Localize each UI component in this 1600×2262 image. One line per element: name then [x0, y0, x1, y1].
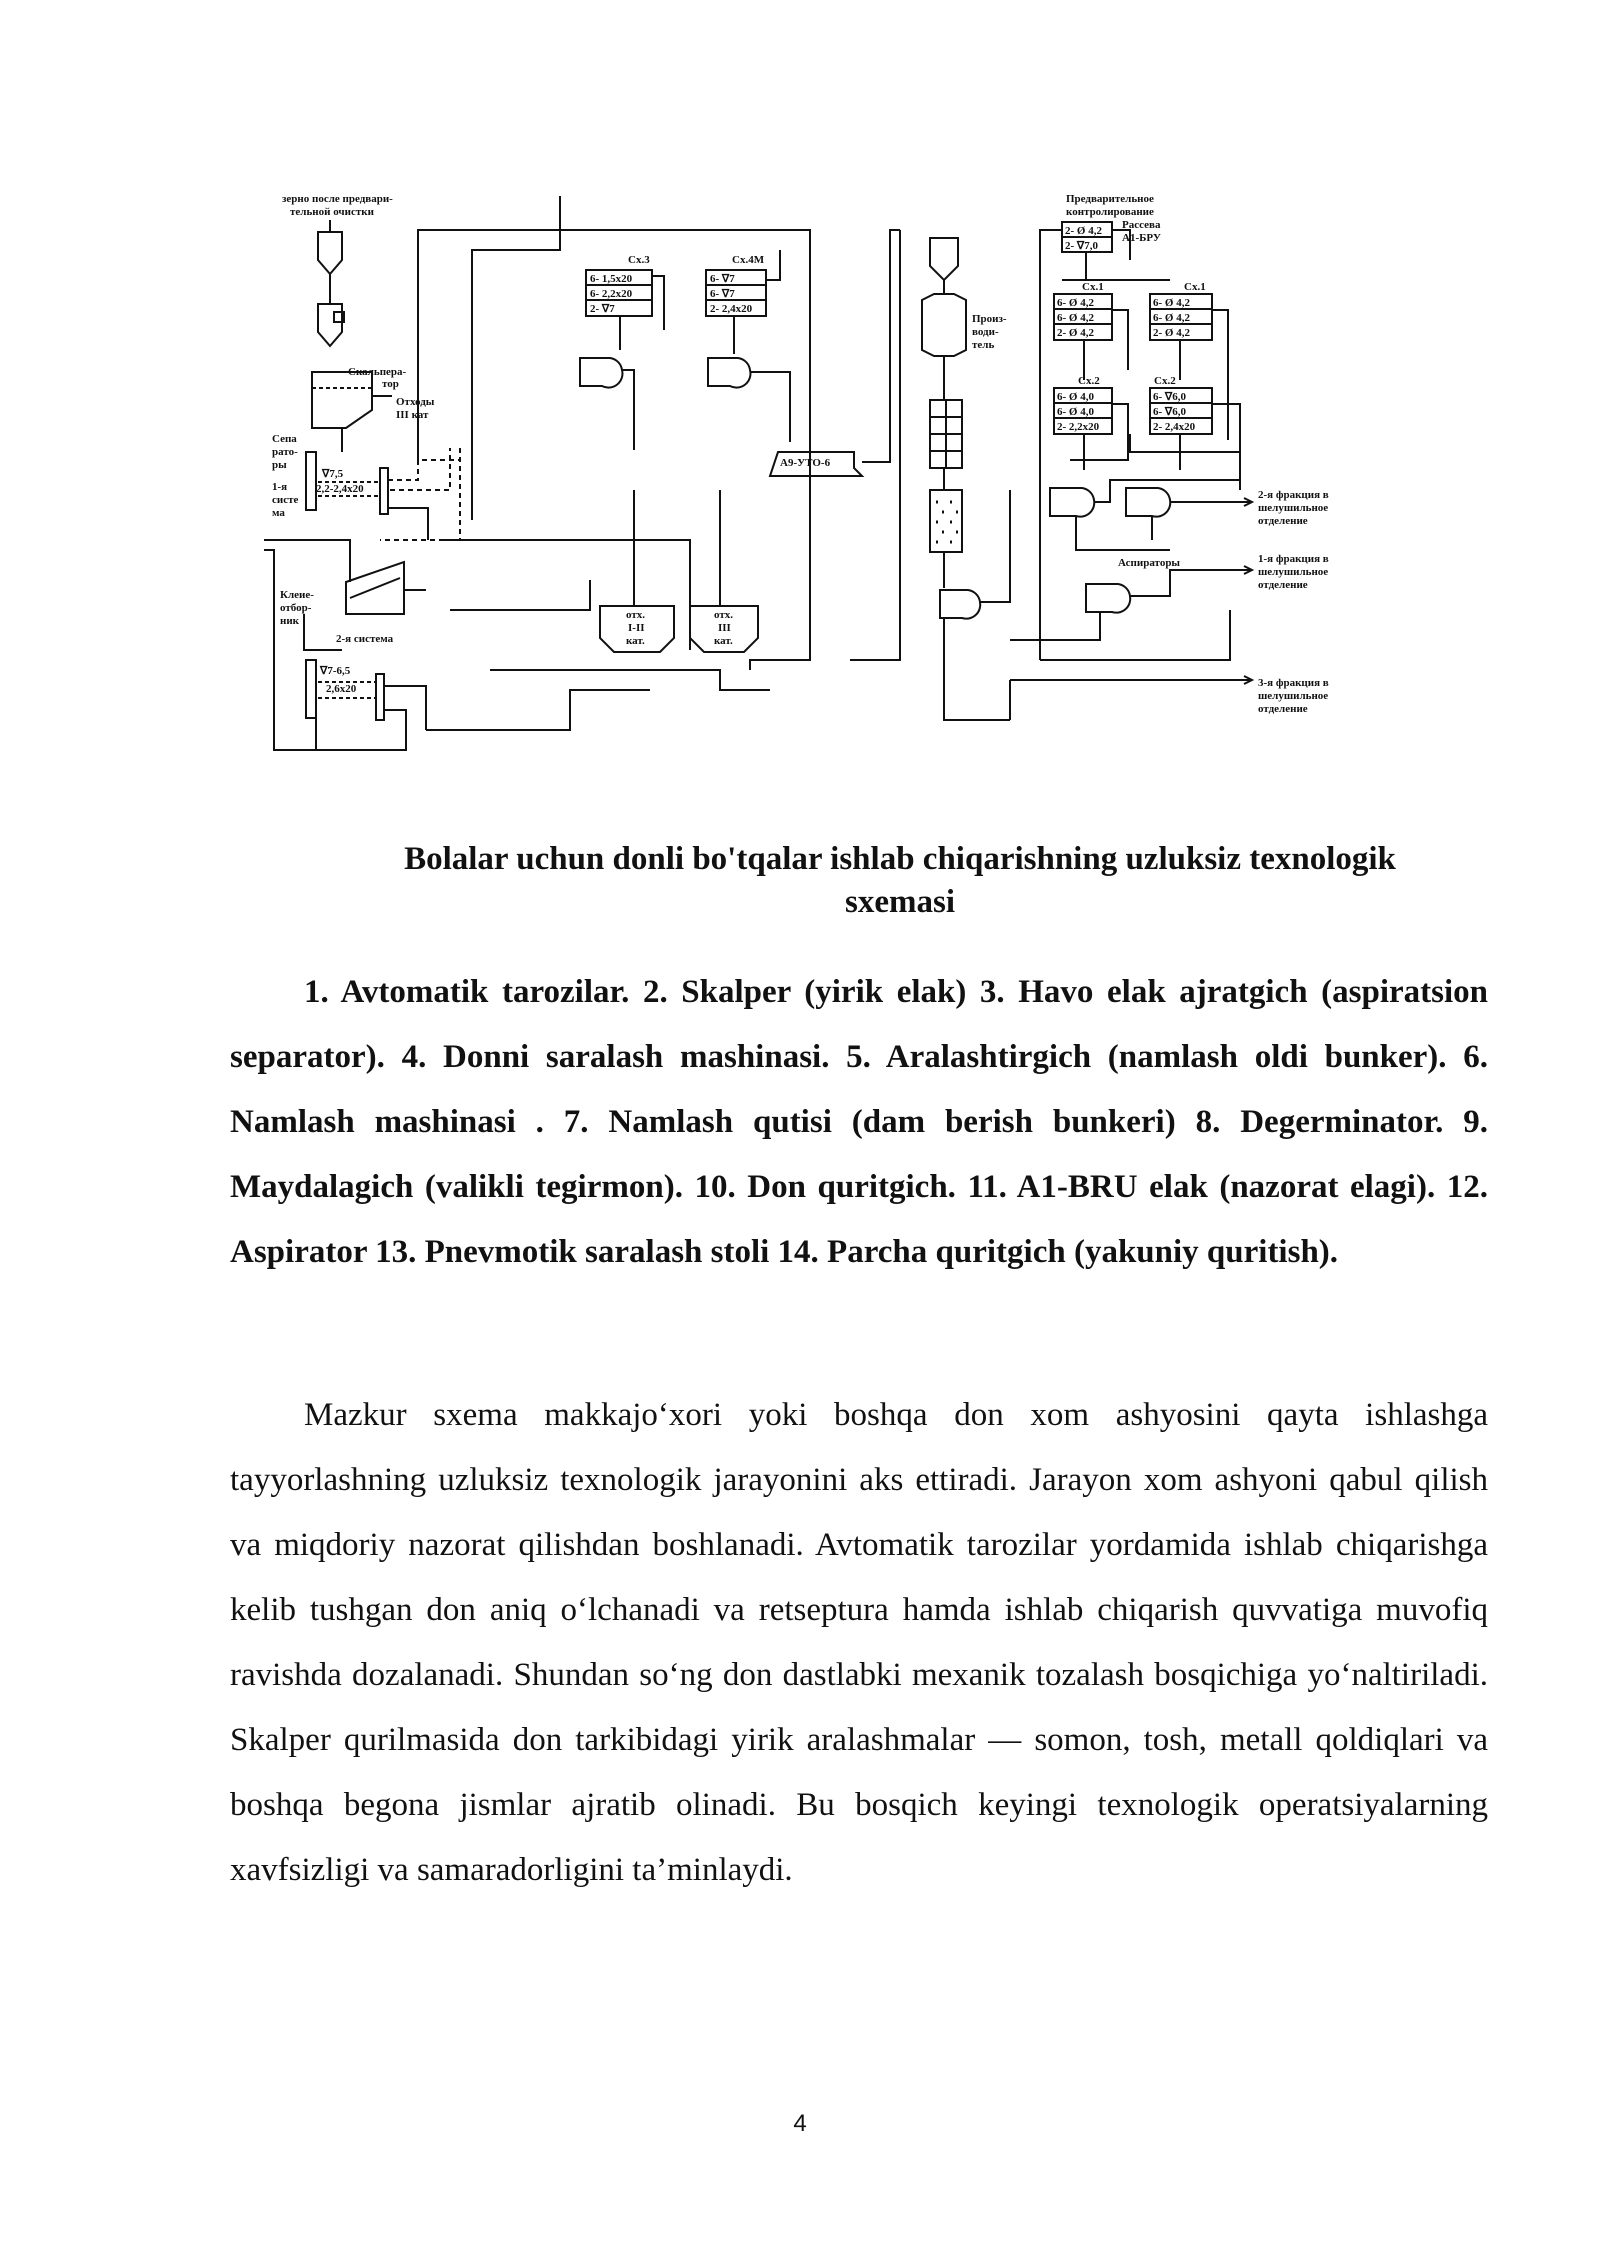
caption-line-1: Bolalar uchun donli bo'tqalar ishlab chiqarishning uzluksiz texnologik: [404, 841, 1396, 877]
svg-text:2- Ø 4,2: 2- Ø 4,2: [1153, 327, 1190, 339]
label-cx3: Сх.3: [628, 254, 650, 266]
svg-text:2- Ø 4,2: 2- Ø 4,2: [1057, 327, 1094, 339]
svg-text:кат.: кат.: [626, 635, 645, 647]
svg-text:шелушильное: шелушильное: [1258, 502, 1329, 514]
svg-text:6- Ø 4,2: 6- Ø 4,2: [1057, 312, 1094, 324]
svg-text:шелушильное: шелушильное: [1258, 566, 1329, 578]
svg-text:ма: ма: [272, 507, 285, 519]
label-aspirators: Аспираторы: [1118, 557, 1181, 569]
separator-2: [306, 660, 316, 718]
svg-text:отделение: отделение: [1258, 703, 1308, 715]
svg-text:6- ∇7: 6- ∇7: [710, 273, 735, 285]
svg-text:6- ∇6,0: 6- ∇6,0: [1153, 391, 1187, 403]
label-germ-separator: Клеие-: [280, 589, 314, 601]
label-fraction-1: 1-я фракция в: [1258, 553, 1329, 565]
aspirator-3: [940, 590, 980, 619]
svg-text:∇7-6,5: ∇7-6,5: [320, 665, 351, 677]
svg-text:III кат: III кат: [396, 409, 429, 421]
svg-text:отбор-: отбор-: [280, 602, 312, 614]
svg-text:6- Ø 4,0: 6- Ø 4,0: [1057, 391, 1094, 403]
label-cx2-left: Сх.2: [1078, 375, 1100, 387]
process-flow-diagram: [250, 190, 1450, 780]
svg-text:6- Ø 4,2: 6- Ø 4,2: [1153, 297, 1190, 309]
label-rassev: Рассева: [1122, 219, 1161, 231]
aspirator-5: [1126, 488, 1170, 517]
separator-1b: [380, 468, 388, 514]
svg-text:отделение: отделение: [1258, 579, 1308, 591]
label-cx1-right: Сх.1: [1184, 281, 1206, 293]
producer: [922, 294, 966, 356]
svg-text:6- 2,2x20: 6- 2,2x20: [590, 288, 633, 300]
svg-text:6- 1,5x20: 6- 1,5x20: [590, 273, 633, 285]
label-grain-2: тельной очистки: [290, 206, 374, 218]
aspirator-1: [580, 358, 622, 388]
body-paragraph: Mazkur sxema makkajo‘xori yoki boshqa don xom ashyosini qayta ishlashga tayyorlashning uzluksiz texnologik jarayonini aks ettiradi. Jarayon xom ashyoni qabul qilish va miqdoriy nazorat qilishdan boshlanadi. Avtomatik tarozilar yordamida ishlab chiqarishga kelib tushgan don aniq o‘lchanadi va retseptura hamda ishlab chiqarish quvvatiga muvofiq ravishda dozalanadi. Shundan so‘ng don dastlabki mexanik tozalash bosqichiga yo‘naltiriladi. Skalper qurilmasida don tarkibidagi yirik aralashmalar — somon, tosh, metall qoldiqlari va boshqa begona jismlar ajratib olinadi. Bu bosqich keyingi texnologik operatsiyalarning xavfsizligi va samaradorligini ta’minlaydi.: [230, 1397, 1488, 1888]
svg-text:2- 2,4x20: 2- 2,4x20: [1153, 421, 1196, 433]
svg-text:тор: тор: [382, 378, 399, 390]
svg-text:6- Ø 4,2: 6- Ø 4,2: [1153, 312, 1190, 324]
svg-text:систе: систе: [272, 494, 299, 506]
svg-text:шелушильное: шелушильное: [1258, 690, 1329, 702]
scale-hopper: [318, 232, 342, 274]
svg-text:6- Ø 4,0: 6- Ø 4,0: [1057, 406, 1094, 418]
svg-text:2,2-2,4x20: 2,2-2,4x20: [316, 483, 364, 495]
figure-legend: 1. Avtomatik tarozilar. 2. Skalper (yirik elak) 3. Havo elak ajratgich (aspiratsion separator). 4. Donni saralash mashinasi. 5. Aralashtirgich (namlash oldi bunker). 6. Namlash mashinasi . 7. Namlash qutisi (dam berish bunkeri) 8. Degerminator. 9. Maydalagich (valikli tegirmon). 10. Don quritgich. 11. A1-BRU elak (nazorat elagi). 12. Aspirator 13. Pnevmotik saralash stoli 14. Parcha quritgich (yakuniy quritish).: [230, 974, 1488, 1270]
aspirator-6: [1086, 584, 1130, 613]
figure-caption: [230, 838, 1570, 924]
svg-text:6- ∇6,0: 6- ∇6,0: [1153, 406, 1187, 418]
svg-text:ник: ник: [280, 615, 300, 627]
label-grain-1: зерно после предвари-: [282, 193, 393, 205]
separator-2b: [376, 674, 384, 720]
svg-text:А9-УТО-6: А9-УТО-6: [780, 457, 831, 469]
label-control: Предварительное: [1066, 193, 1154, 205]
aspirator-2: [708, 358, 750, 388]
svg-text:6- ∇7: 6- ∇7: [710, 288, 735, 300]
svg-text:2,6x20: 2,6x20: [326, 683, 357, 695]
label-fraction-3: 3-я фракция в: [1258, 677, 1329, 689]
svg-text:∇7,5: ∇7,5: [322, 468, 344, 480]
hopper-3: [930, 238, 958, 280]
label-system-2: 2-я система: [336, 633, 394, 645]
label-scalperator: Скальпера-: [348, 366, 407, 378]
svg-text:2- ∇7,0: 2- ∇7,0: [1065, 240, 1099, 252]
label-cx2-right: Сх.2: [1154, 375, 1176, 387]
svg-text:рато-: рато-: [272, 446, 298, 458]
svg-text:отделение: отделение: [1258, 515, 1308, 527]
label-cx4m: Сх.4М: [732, 254, 765, 266]
label-cx1-left: Сх.1: [1082, 281, 1104, 293]
dryer: [930, 490, 962, 552]
svg-text:А1-БРУ: А1-БРУ: [1122, 232, 1161, 244]
weigher-hopper: [318, 304, 342, 346]
label-system-1: 1-я: [272, 481, 288, 493]
svg-text:2- ∇7: 2- ∇7: [590, 303, 615, 315]
svg-text:води-: води-: [972, 326, 999, 338]
svg-text:отх.: отх.: [626, 609, 646, 621]
svg-text:тель: тель: [972, 339, 995, 351]
aspirator-4: [1050, 488, 1094, 517]
svg-text:2- 2,4x20: 2- 2,4x20: [710, 303, 753, 315]
separator-1: [306, 452, 316, 510]
svg-text:III: III: [718, 622, 731, 634]
label-fraction-2: 2-я фракция в: [1258, 489, 1329, 501]
svg-text:отх.: отх.: [714, 609, 734, 621]
label-waste-iii: Отходы: [396, 396, 435, 408]
caption-line-2: sxemasi: [845, 884, 955, 920]
svg-text:2- Ø 4,2: 2- Ø 4,2: [1065, 225, 1102, 237]
label-producer: Произ-: [972, 313, 1007, 325]
svg-text:ры: ры: [272, 459, 287, 471]
label-separators: Сепа: [272, 433, 297, 445]
scalperator: [312, 372, 372, 428]
page-number: 4: [793, 2110, 807, 2137]
svg-text:2- 2,2x20: 2- 2,2x20: [1057, 421, 1100, 433]
svg-text:6- Ø 4,2: 6- Ø 4,2: [1057, 297, 1094, 309]
svg-text:I-II: I-II: [628, 622, 645, 634]
svg-text:контролирование: контролирование: [1066, 206, 1154, 218]
svg-text:кат.: кат.: [714, 635, 733, 647]
